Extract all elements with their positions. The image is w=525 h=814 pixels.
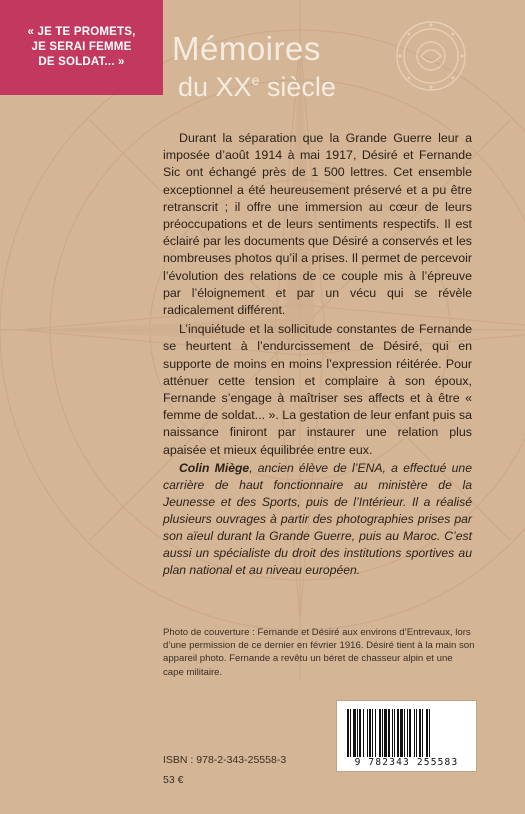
summary-text [163,130,472,460]
barcode-icon [347,709,466,757]
tagline-line-2: JE SERAI FEMME [31,41,132,53]
barcode-bar [422,709,423,757]
barcode-bar [414,709,415,757]
series-title [172,32,336,102]
summary-paragraph-2: L’inquiétude et la sollicitude constantes de Fernande se heurtent à l’endurcissement de Désiré, qui en supporte de moins en moins l’expression réitérée. Pour atténuer cette tension et complaire à son époux, Fernande s’engage à maîtriser ses affects et à être « femme de soldat... ». La gestation de leur enfant puis sa naissance finiront par instaurer une relation plus apaisée et mieux équilibrée entre eux. [163,322,472,457]
summary-paragraph-1: Durant la séparation que la Grande Guerre leur a imposée d’août 1914 à mai 1917, Désiré et Fernande Sic ont échangé près de 1 500 lettres. Cet ensemble exceptionnel a été heureusement préservé et a pu être retranscrit ; il offre une immersion au cœur de leurs préoccupations et de leurs sentiments respectifs. Il est éclairé par les documents que Désiré a conservés et les nombreuses photos qu’il a prises. Il permet de percevoir l’évolution des relations de ce couple mis à l’épreuve par l’éloignement et par un vécu qui se révèle radicalement différent. [163,131,472,318]
tagline-line-1: « JE TE PROMETS, [27,26,136,38]
photo-credit: Photo de couverture : Fernande et Désiré aux environs d’Entrevaux, lors d’une permission de ce dernier en février 1916. Désiré tient à la main son appareil photo. Fernande a revêtu un béret de chasseur alpin et une cape militaire. [163,627,475,678]
barcode-bar [375,709,376,757]
barcode-bar [409,709,411,757]
barcode-digits: 9 782343 255583 [354,757,459,768]
barcode-bar [388,709,390,757]
barcode-bar [429,709,430,757]
tagline-banner [0,0,163,95]
barcode-bar [353,709,356,757]
author-bio [163,460,472,579]
barcode-bar [350,709,351,757]
barcode-bar [397,709,399,757]
author-name: Colin Miège [179,461,250,475]
barcode-bar [367,709,368,757]
barcode-bar [407,709,408,757]
barcode-bar [369,709,371,757]
series-title-line-2: du XXe siècle [178,72,336,102]
barcode-bar [426,709,428,757]
barcode-bar [404,709,405,757]
author-bio-text: , ancien élève de l’ENA, a effectué une carrière de haut fonctionnaire au ministère de la Jeunesse et des Sports, puis de l’Intérieur. Il a réalisé plusieurs ouvrages à partir des photographies prises par son aïeul durant la Grande Guerre, puis au Maroc. C’est aussi un spécialiste du droit des institutions sportives au plan national et au niveau européen. [163,461,472,577]
barcode-bar [394,709,395,757]
barcode-bar [392,709,393,757]
barcode-bar [359,709,361,757]
isbn: ISBN : 978-2-343-25558-3 [163,754,287,766]
barcode-bar [363,709,364,757]
barcode-bar [379,709,381,757]
series-title-line-1: Mémoires [172,30,321,67]
publisher-seal-icon [393,18,469,94]
barcode-bar [416,709,417,757]
tagline-line-3: DE SOLDAT... » [38,56,125,68]
price: 53 € [163,774,184,786]
barcode [336,700,477,772]
barcode-bar [357,709,358,757]
barcode-bar [400,709,403,757]
barcode-bar [384,709,387,757]
barcode-bar [347,709,349,757]
barcode-bar [372,709,373,757]
barcode-bar [419,709,421,757]
barcode-bar [382,709,383,757]
